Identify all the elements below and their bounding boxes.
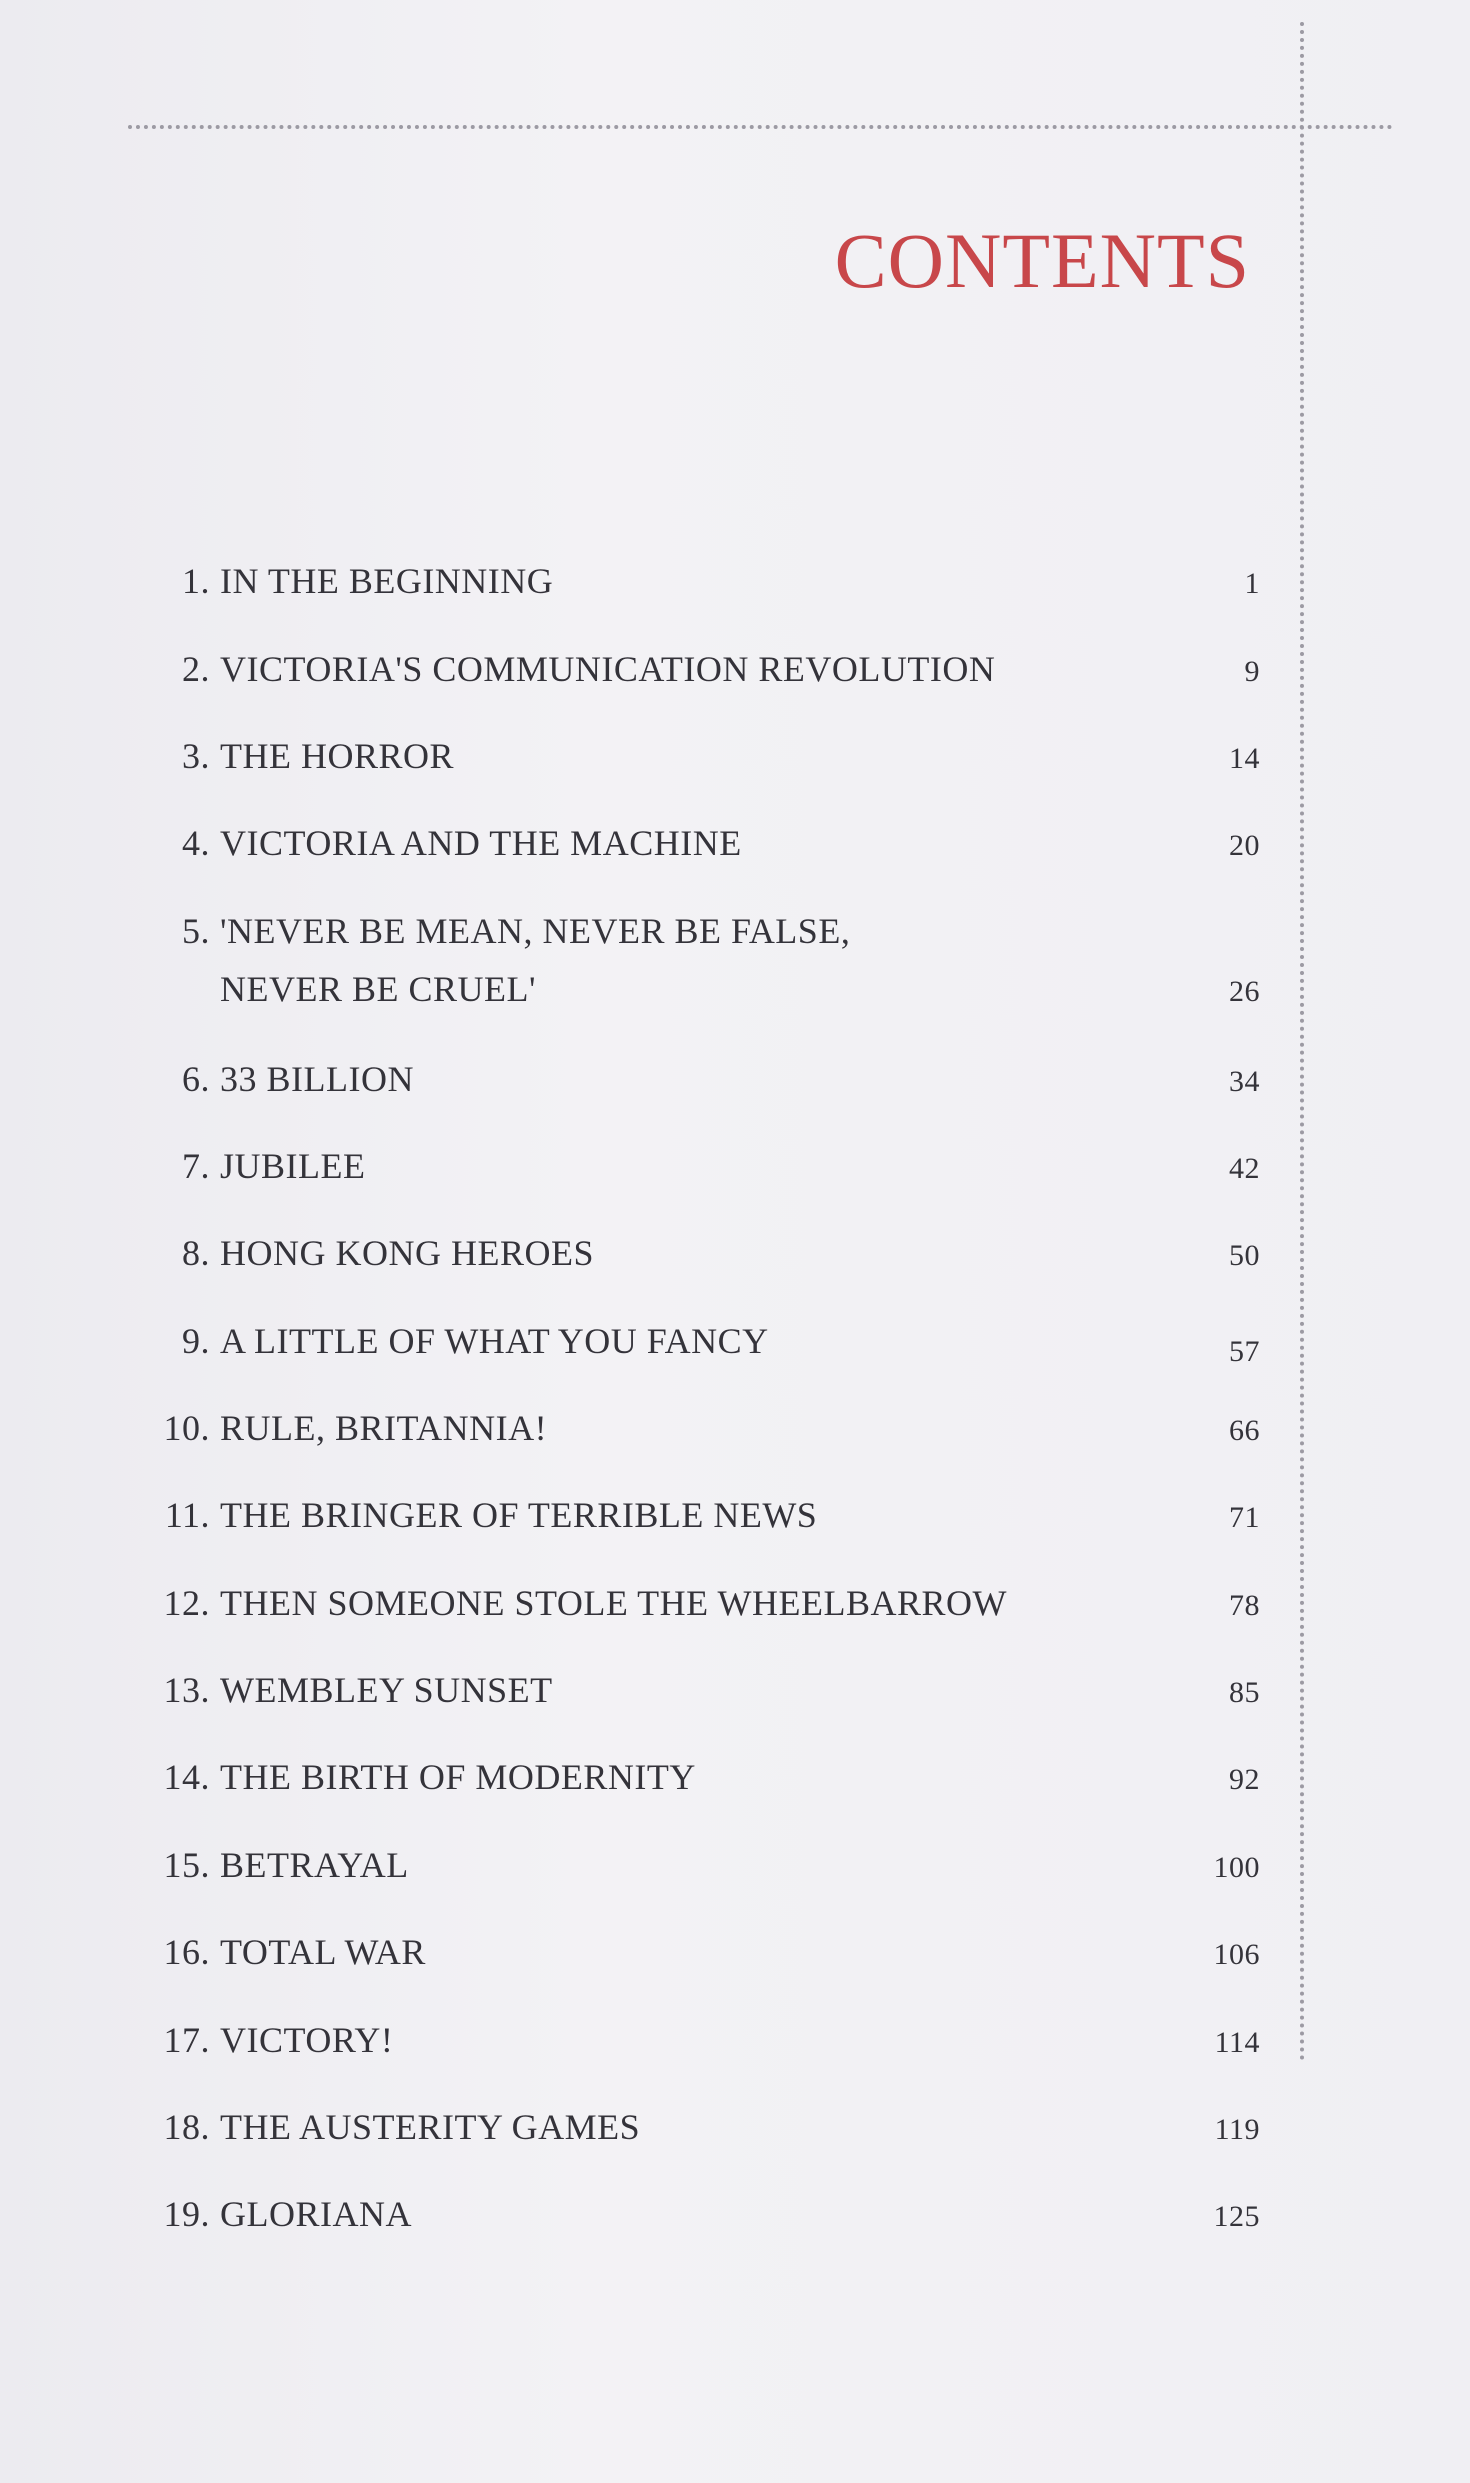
- chapter-number: 19.: [163, 2194, 210, 2234]
- chapter-page: 71: [1229, 1501, 1260, 1534]
- chapter-page: 1: [1244, 567, 1260, 600]
- chapter-title: GLORIANA: [220, 2194, 412, 2234]
- chapter-number: 11.: [164, 1495, 210, 1535]
- chapter-page: 14: [1229, 742, 1260, 775]
- chapter-number: 3.: [182, 736, 210, 776]
- chapter-number: 6.: [182, 1059, 210, 1099]
- chapter-number: 1.: [182, 561, 210, 601]
- chapter-title: THE BIRTH OF MODERNITY: [220, 1757, 696, 1797]
- chapter-title: A LITTLE OF WHAT YOU FANCY: [220, 1321, 769, 1361]
- chapter-page: 20: [1229, 829, 1260, 862]
- chapter-title: VICTORY!: [220, 2020, 394, 2060]
- chapter-page: 9: [1244, 655, 1260, 688]
- chapter-page: 100: [1213, 1851, 1260, 1884]
- chapter-page: 114: [1214, 2026, 1260, 2059]
- chapter-page: 57: [1229, 1335, 1260, 1368]
- chapter-title: VICTORIA'S COMMUNICATION REVOLUTION: [220, 649, 996, 689]
- chapter-title: TOTAL WAR: [220, 1932, 426, 1972]
- chapter-number: 15.: [163, 1845, 210, 1885]
- chapter-page: 34: [1229, 1065, 1260, 1098]
- chapter-title: JUBILEE: [220, 1146, 366, 1186]
- chapter-number: 17.: [163, 2020, 210, 2060]
- chapter-number: 16.: [163, 1932, 210, 1972]
- chapter-title: RULE, BRITANNIA!: [220, 1408, 548, 1448]
- chapter-number: 7.: [182, 1146, 210, 1186]
- chapter-page: 50: [1229, 1239, 1260, 1272]
- chapter-page: 78: [1229, 1589, 1260, 1622]
- chapter-title: 'NEVER BE MEAN, NEVER BE FALSE,: [220, 911, 851, 951]
- chapter-title: THE BRINGER OF TERRIBLE NEWS: [220, 1495, 818, 1535]
- chapter-page: 119: [1214, 2113, 1260, 2146]
- chapter-number: 4.: [182, 823, 210, 863]
- chapter-page: 66: [1229, 1414, 1260, 1447]
- chapter-title: VICTORIA AND THE MACHINE: [220, 823, 742, 863]
- chapter-title: BETRAYAL: [220, 1845, 409, 1885]
- chapter-title: 33 BILLION: [220, 1059, 414, 1099]
- chapter-page: 125: [1213, 2200, 1260, 2233]
- chapter-number: 2.: [182, 649, 210, 689]
- chapter-number: 14.: [163, 1757, 210, 1797]
- chapter-page: 85: [1229, 1676, 1260, 1709]
- chapter-page: 92: [1229, 1763, 1260, 1796]
- chapter-title: THE AUSTERITY GAMES: [220, 2107, 641, 2147]
- chapter-number: 5.: [182, 911, 210, 951]
- chapter-title-continued: NEVER BE CRUEL': [220, 969, 536, 1009]
- chapter-title: THE HORROR: [220, 736, 455, 776]
- chapter-title: IN THE BEGINNING: [220, 561, 554, 601]
- chapter-number: 18.: [163, 2107, 210, 2147]
- chapter-title: THEN SOMEONE STOLE THE WHEELBARROW: [220, 1583, 1007, 1623]
- chapter-number: 10.: [163, 1408, 210, 1448]
- chapter-page: 26: [1229, 975, 1260, 1008]
- chapter-page: 106: [1213, 1938, 1260, 1971]
- chapter-number: 9.: [182, 1321, 210, 1361]
- chapter-title: HONG KONG HEROES: [220, 1233, 594, 1273]
- chapter-number: 8.: [182, 1233, 210, 1273]
- chapter-title: WEMBLEY SUNSET: [220, 1670, 553, 1710]
- chapter-number: 12.: [163, 1583, 210, 1623]
- chapter-page: 42: [1229, 1152, 1260, 1185]
- chapter-number: 13.: [163, 1670, 210, 1710]
- page-title: CONTENTS: [834, 217, 1250, 304]
